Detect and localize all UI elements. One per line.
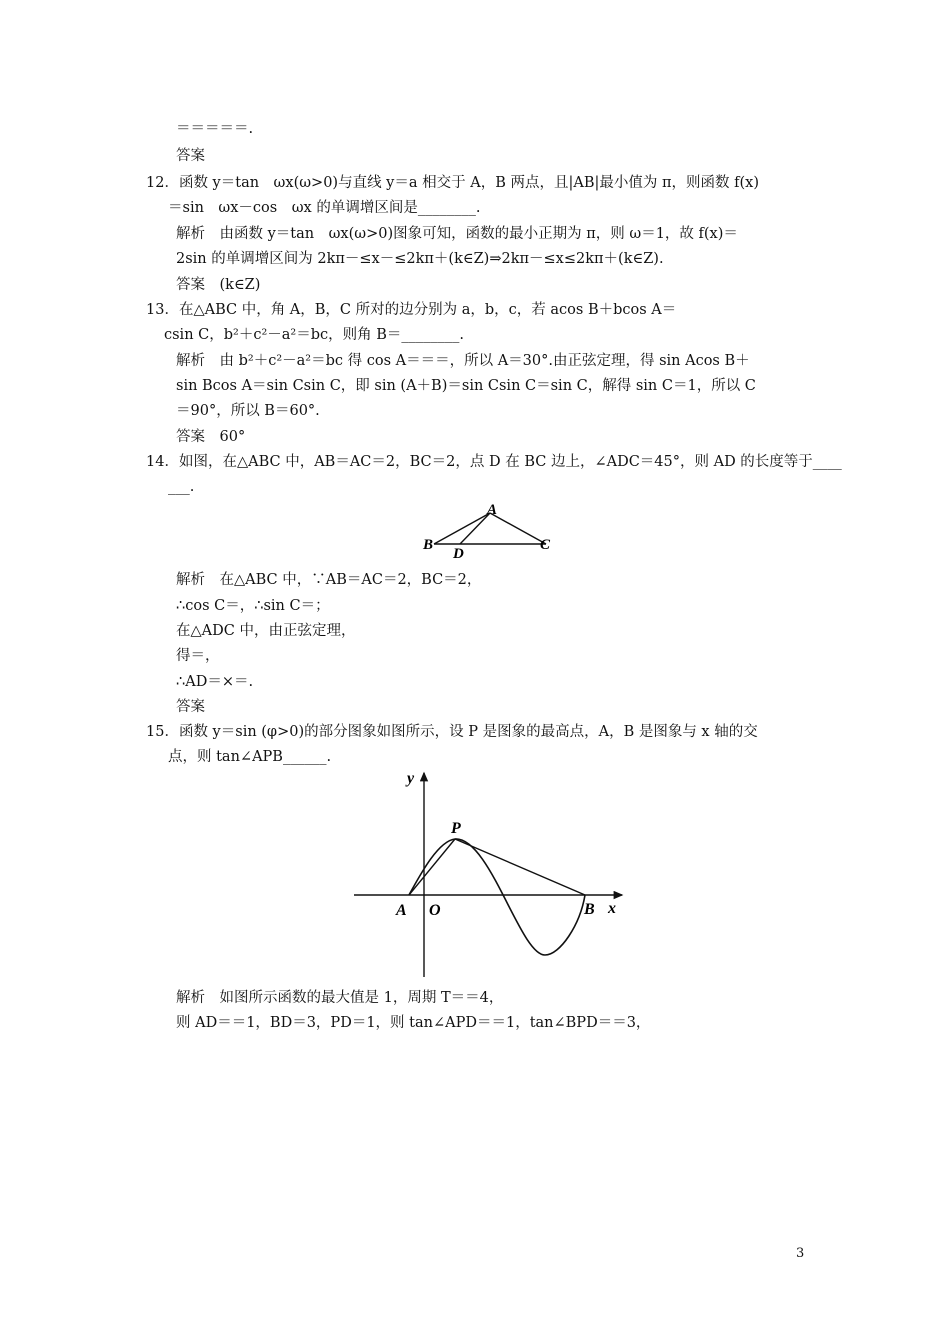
axis-label-y: y: [407, 770, 415, 787]
analysis-12-line-2: 2sin 的单调增区间为 2kπ－≤x－≤2kπ＋(k∈Z)⇒2kπ－≤x≤2kπ＋(k∈Z).: [176, 251, 664, 267]
label-a: A: [487, 502, 498, 518]
question-12-line-2: ＝sin ωx－cos ωx 的单调增区间是________.: [168, 200, 481, 216]
label-b: B: [584, 901, 595, 918]
analysis-13-line-2: sin Bcos A＝sin Csin C，即 sin (A＋B)＝sin Csin C＝sin C，解得 sin C＝1，所以 C: [176, 378, 756, 394]
segment-ab: [434, 513, 490, 544]
answer-14: 答案: [176, 699, 205, 715]
answer-13: 答案 60°: [176, 429, 246, 445]
segment-pb: [455, 839, 585, 895]
analysis-14-line-3: 在△ADC 中，由正弦定理，: [176, 623, 356, 639]
question-15-line-1: 15．函数 y＝sin (φ>0)的部分图象如图所示，设 P 是图象的最高点，A，B 是图象与 x 轴的交: [146, 724, 758, 740]
analysis-15-line-2: 则 AD＝＝1，BD＝3，PD＝1，则 tan∠APD＝＝1，tan∠BPD＝＝3，: [176, 1015, 651, 1031]
label-p: P: [451, 820, 461, 837]
question-12-line-1: 12．函数 y＝tan ωx(ω>0)与直线 y＝a 相交于 A，B 两点，且|AB|最小值为 π，则函数 f(x): [146, 175, 759, 191]
segment-ap: [409, 839, 455, 895]
analysis-12-line-1: 解析 由函数 y＝tan ωx(ω>0)图象可知，函数的最小正期为 π，则 ω＝1，故 f(x)＝: [176, 226, 738, 242]
segment-ad: [460, 513, 490, 544]
label-b: B: [423, 537, 434, 553]
question-14-line-1: 14．如图，在△ABC 中，AB＝AC＝2，BC＝2，点 D 在 BC 边上，∠ADC＝45°，则 AD 的长度等于____: [146, 454, 842, 470]
question-13-line-2: csin C，b²＋c²－a²＝bc，则角 B＝________.: [164, 327, 465, 343]
axis-label-x: x: [608, 900, 616, 917]
question-14-line-2: ___.: [168, 479, 195, 495]
page-number: 3: [796, 1246, 805, 1261]
answer-12: 答案 (k∈Z): [176, 277, 261, 293]
analysis-14-line-1: 解析 在△ABC 中，∵AB＝AC＝2，BC＝2，: [176, 572, 482, 588]
analysis-13-line-1: 解析 由 b²＋c²－a²＝bc 得 cos A＝＝＝，所以 A＝30°.由正弦定理，得 sin Acos B＋: [176, 353, 750, 369]
label-c: C: [540, 537, 551, 553]
analysis-14-line-2: ∴cos C＝，∴sin C＝；: [176, 598, 330, 614]
question-15-line-2: 点，则 tan∠APB______.: [168, 749, 332, 765]
analysis-13-line-3: ＝90°，所以 B＝60°.: [176, 403, 320, 419]
label-o: O: [429, 902, 441, 919]
label-d: D: [453, 546, 464, 562]
sine-graph-figure: [350, 765, 640, 980]
analysis-15-line-1: 解析 如图所示函数的最大值是 1，周期 T＝＝4，: [176, 990, 504, 1006]
analysis-14-line-5: ∴AD＝×＝.: [176, 674, 254, 690]
label-a: A: [396, 902, 407, 919]
segment-ac: [490, 513, 546, 544]
formula-fragment: ＝＝＝＝＝.: [176, 121, 254, 137]
triangle-figure: [420, 500, 560, 560]
question-13-line-1: 13．在△ABC 中，角 A，B，C 所对的边分别为 a，b，c，若 acos B＋bcos A＝: [146, 302, 677, 318]
answer-label: 答案: [176, 148, 205, 164]
analysis-14-line-4: 得＝，: [176, 648, 220, 664]
